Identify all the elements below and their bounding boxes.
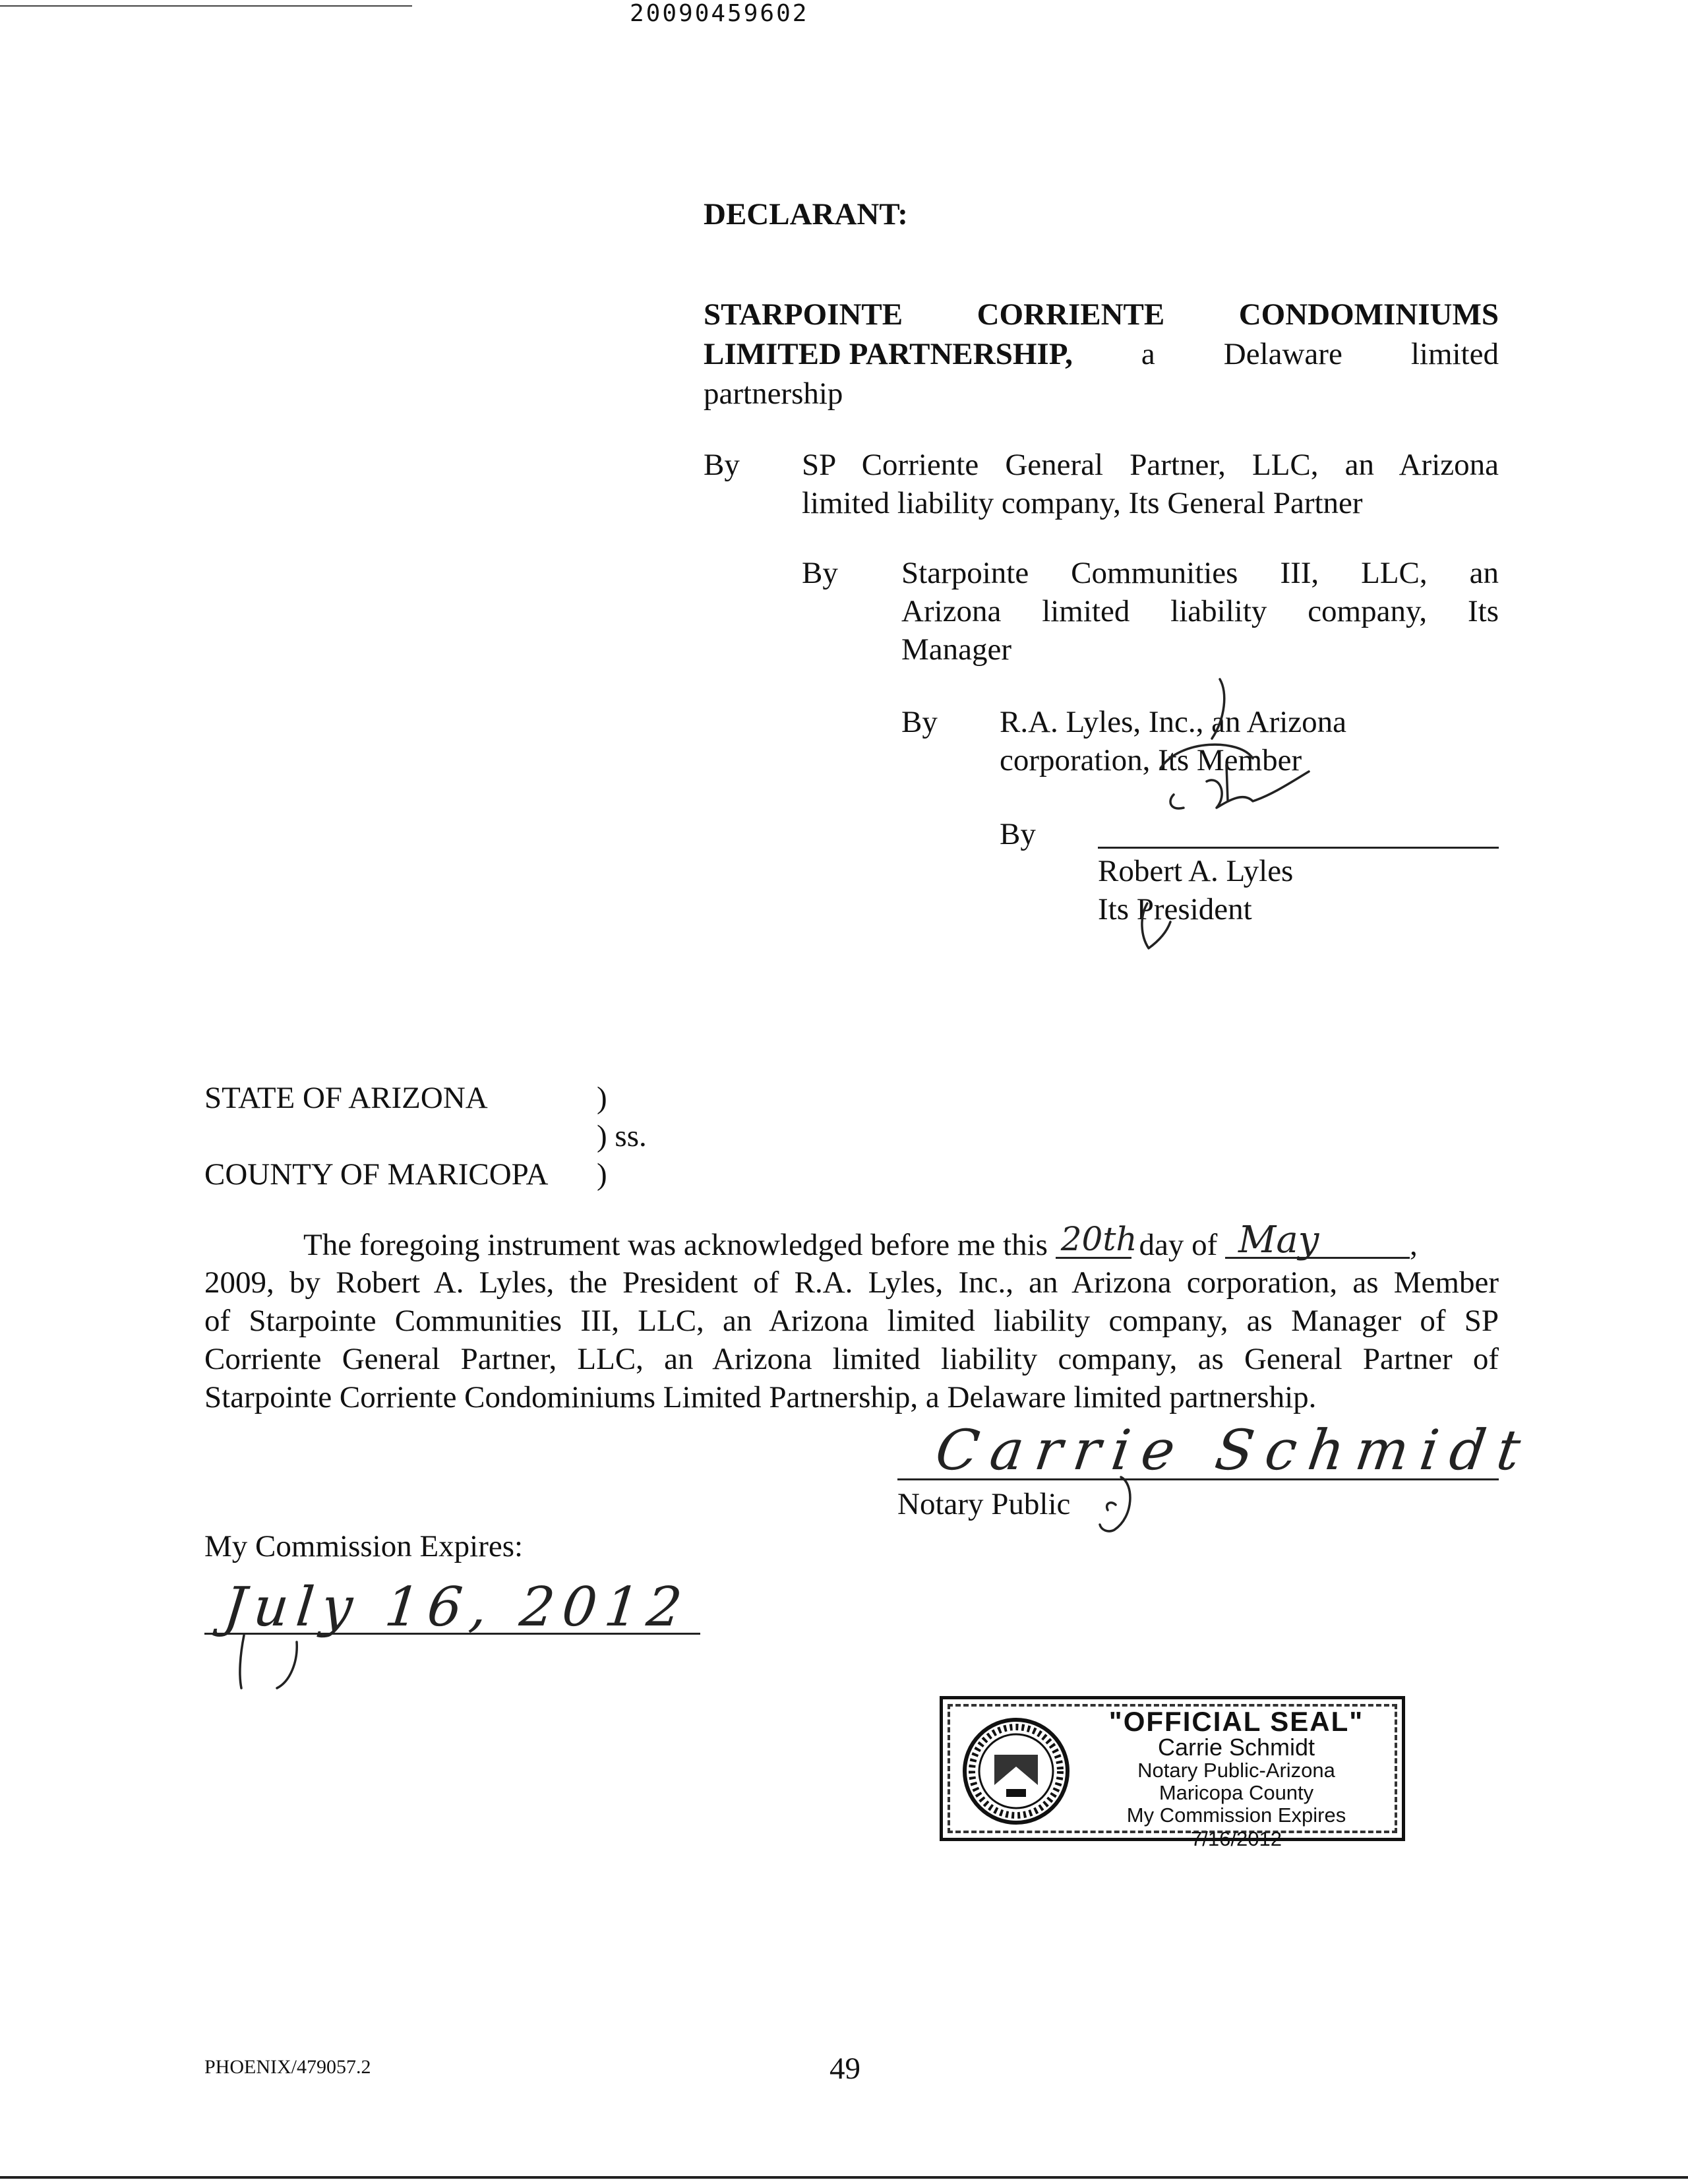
- ack-text-part2: day of: [1139, 1228, 1218, 1262]
- month-blank: [1225, 1219, 1410, 1261]
- venue-county: COUNTY OF MARICOPA: [204, 1157, 549, 1192]
- by-label-2: By: [802, 556, 838, 590]
- ack-comma: ,: [1409, 1228, 1418, 1262]
- seal-notary-line: Notary Public-Arizona: [1137, 1759, 1335, 1782]
- venue-paren-3: ): [597, 1157, 607, 1192]
- seal-expiry: My Commission Expires 7/16/2012: [1126, 1804, 1346, 1850]
- entity-word: STARPOINTE: [704, 297, 903, 332]
- by-label-4: By: [1000, 817, 1036, 851]
- by1-line2: limited liability company, Its General Partner: [802, 486, 1363, 520]
- declarant-heading: DECLARANT:: [704, 197, 908, 231]
- by3-line1: R.A. Lyles, Inc., an Arizona: [1000, 705, 1347, 739]
- entity-word: CORRIENTE: [977, 297, 1165, 332]
- lyles-signature: [1055, 659, 1372, 963]
- commission-date-handwritten: July 16, 2012: [221, 1576, 693, 1639]
- entity-bold-part: LIMITED PARTNERSHIP,: [704, 337, 1073, 371]
- by-label-3: By: [901, 705, 938, 739]
- bottom-rule: [0, 2176, 1688, 2179]
- seal-name: Carrie Schmidt: [1157, 1734, 1315, 1761]
- footer-doc-id: PHOENIX/479057.2: [204, 2056, 371, 2078]
- entity-word: CONDOMINIUMS: [1238, 297, 1499, 332]
- ack-text-part1: The foregoing instrument was acknowledged before me this: [303, 1228, 1048, 1262]
- day-handwritten: 20th: [1060, 1220, 1137, 1258]
- entity-word: limited: [1410, 337, 1499, 371]
- ack-line4: Corriente General Partner, LLC, an Arizona limited liability company, as General Partner of: [204, 1342, 1499, 1376]
- notary-signature-flourish: [1081, 1464, 1160, 1543]
- by2-line3: Manager: [901, 632, 1012, 667]
- entity-word: Delaware: [1223, 337, 1342, 371]
- ack-line2: 2009, by Robert A. Lyles, the President of R.A. Lyles, Inc., an Arizona corporation, as Member: [204, 1265, 1499, 1300]
- seal-county: Maricopa County: [1159, 1781, 1314, 1804]
- top-rule: [0, 5, 412, 7]
- page-number: 49: [829, 2051, 860, 2086]
- venue-state: STATE OF ARIZONA: [204, 1081, 488, 1115]
- seal-title: "OFFICIAL SEAL": [1108, 1706, 1364, 1737]
- by-label-1: By: [704, 448, 740, 482]
- by2-line1: Starpointe Communities III, LLC, an: [901, 556, 1499, 590]
- ack-line5: Starpointe Corriente Condominiums Limited Partnership, a Delaware limited partnership.: [204, 1380, 1317, 1414]
- signer-name: Robert A. Lyles: [1098, 854, 1294, 888]
- venue-paren-1: ): [597, 1081, 607, 1115]
- official-seal-stamp: [940, 1696, 1405, 1850]
- entity-word: a: [1141, 337, 1155, 371]
- day-blank: [1056, 1220, 1137, 1259]
- ack-line3: of Starpointe Communities III, LLC, an Arizona limited liability company, as Manager of SP: [204, 1304, 1499, 1338]
- commission-label: My Commission Expires:: [204, 1529, 524, 1563]
- arizona-state-seal-icon: [960, 1715, 1072, 1827]
- recording-number: 20090459602: [630, 0, 809, 27]
- notary-public-label: Notary Public: [897, 1487, 1071, 1521]
- notary-signature: Carrie Schmidt: [932, 1418, 1536, 1482]
- ack-line1: [303, 1219, 1499, 1264]
- by1-line1: SP Corriente General Partner, LLC, an Arizona: [802, 448, 1499, 482]
- by2-line2: Arizona limited liability company, Its: [901, 594, 1499, 628]
- month-handwritten: May: [1238, 1219, 1319, 1261]
- entity-name-line3: partnership: [704, 377, 843, 411]
- by3-line2: corporation, Its Member: [1000, 743, 1302, 777]
- signer-title: Its President: [1098, 892, 1252, 926]
- venue-ss: ) ss.: [597, 1119, 647, 1153]
- entity-name-line2: [704, 335, 1499, 373]
- entity-name-line1: [704, 295, 1499, 334]
- commission-date-flourish: [224, 1629, 316, 1701]
